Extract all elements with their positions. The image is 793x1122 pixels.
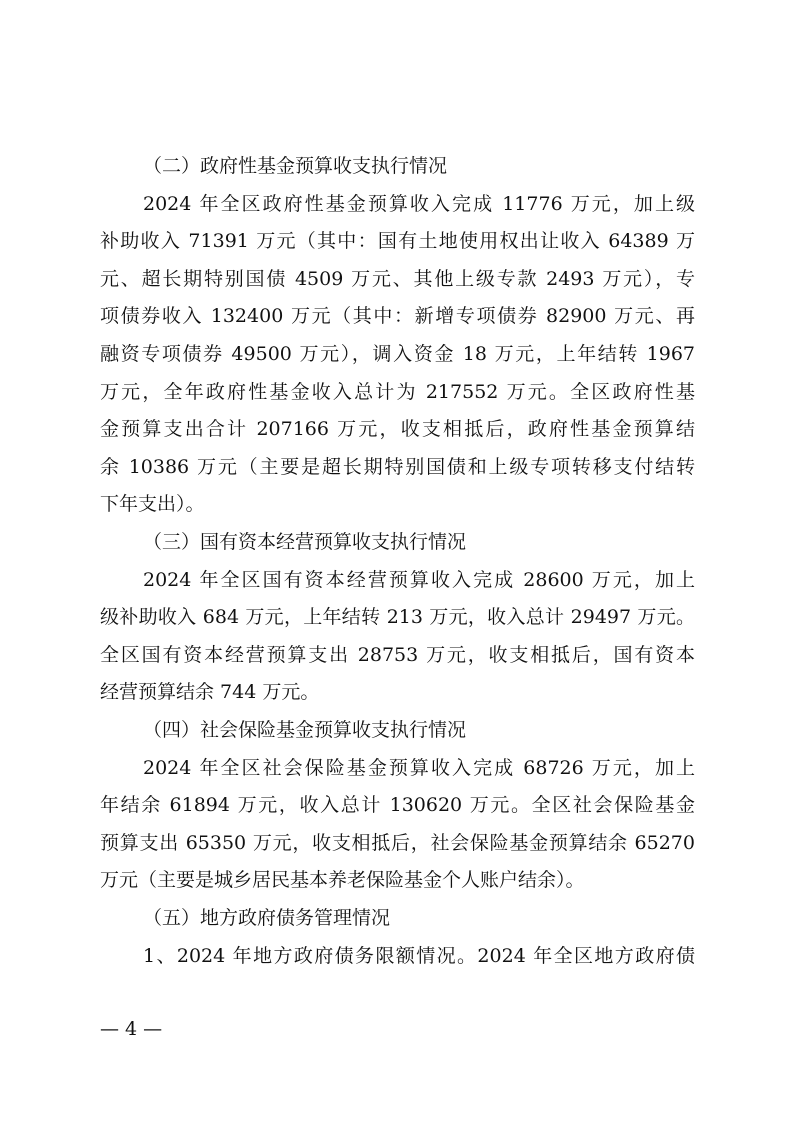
paragraph-line-text: 补助收入 71391 万元（其中：国有土地使用权出让收入 64389 万 bbox=[100, 230, 695, 252]
section-heading-text: （五）地方政府债务管理情况 bbox=[143, 907, 391, 929]
paragraph-line-text: 余 10386 万元（主要是超长期特别国债和上级专项转移支付结转 bbox=[100, 456, 695, 478]
section-heading-text: （三）国有资本经营预算收支执行情况 bbox=[143, 531, 467, 553]
paragraph-line-text: 2024 年全区社会保险基金预算收入完成 68726 万元，加上 bbox=[143, 757, 695, 779]
paragraph-line-text: 金预算支出合计 207166 万元，收支相抵后，政府性基金预算结 bbox=[100, 418, 695, 440]
section-heading-text: （四）社会保险基金预算收支执行情况 bbox=[143, 719, 467, 741]
paragraph-line-text: 元、超长期特别国债 4509 万元、其他上级专款 2493 万元），专 bbox=[100, 268, 695, 290]
paragraph-line-text: 级补助收入 684 万元，上年结转 213 万元，收入总计 29497 万元。 bbox=[100, 606, 695, 628]
paragraph-line-text: 项债券收入 132400 万元（其中：新增专项债券 82900 万元、再 bbox=[100, 305, 695, 327]
page-number: — 4 — bbox=[100, 1018, 163, 1040]
paragraph-line-text: 下年支出）。 bbox=[100, 493, 205, 515]
section-heading-text: （二）政府性基金预算收支执行情况 bbox=[143, 155, 448, 177]
paragraph-line-text: 2024 年全区政府性基金预算收入完成 11776 万元，加上级 bbox=[143, 193, 695, 215]
paragraph-line-text: 年结余 61894 万元，收入总计 130620 万元。全区社会保险基金 bbox=[100, 794, 695, 816]
paragraph-line-text: 2024 年全区国有资本经营预算收入完成 28600 万元，加上 bbox=[143, 569, 695, 591]
paragraph-line-text: 1、2024 年地方政府债务限额情况。2024 年全区地方政府债 bbox=[143, 945, 695, 967]
paragraph-line-text: 万元，全年政府性基金收入总计为 217552 万元。全区政府性基 bbox=[100, 381, 695, 403]
paragraph-line-text: 融资专项债券 49500 万元），调入资金 18 万元，上年结转 1967 bbox=[100, 343, 695, 365]
paragraph-line-text: 全区国有资本经营预算支出 28753 万元，收支相抵后，国有资本 bbox=[100, 644, 695, 666]
paragraph-line-text: 预算支出 65350 万元，收支相抵后，社会保险基金预算结余 65270 bbox=[100, 832, 695, 854]
paragraph-line-text: 经营预算结余 744 万元。 bbox=[100, 681, 320, 703]
paragraph-line-text: 万元（主要是城乡居民基本养老保险基金个人账户结余）。 bbox=[100, 869, 585, 891]
